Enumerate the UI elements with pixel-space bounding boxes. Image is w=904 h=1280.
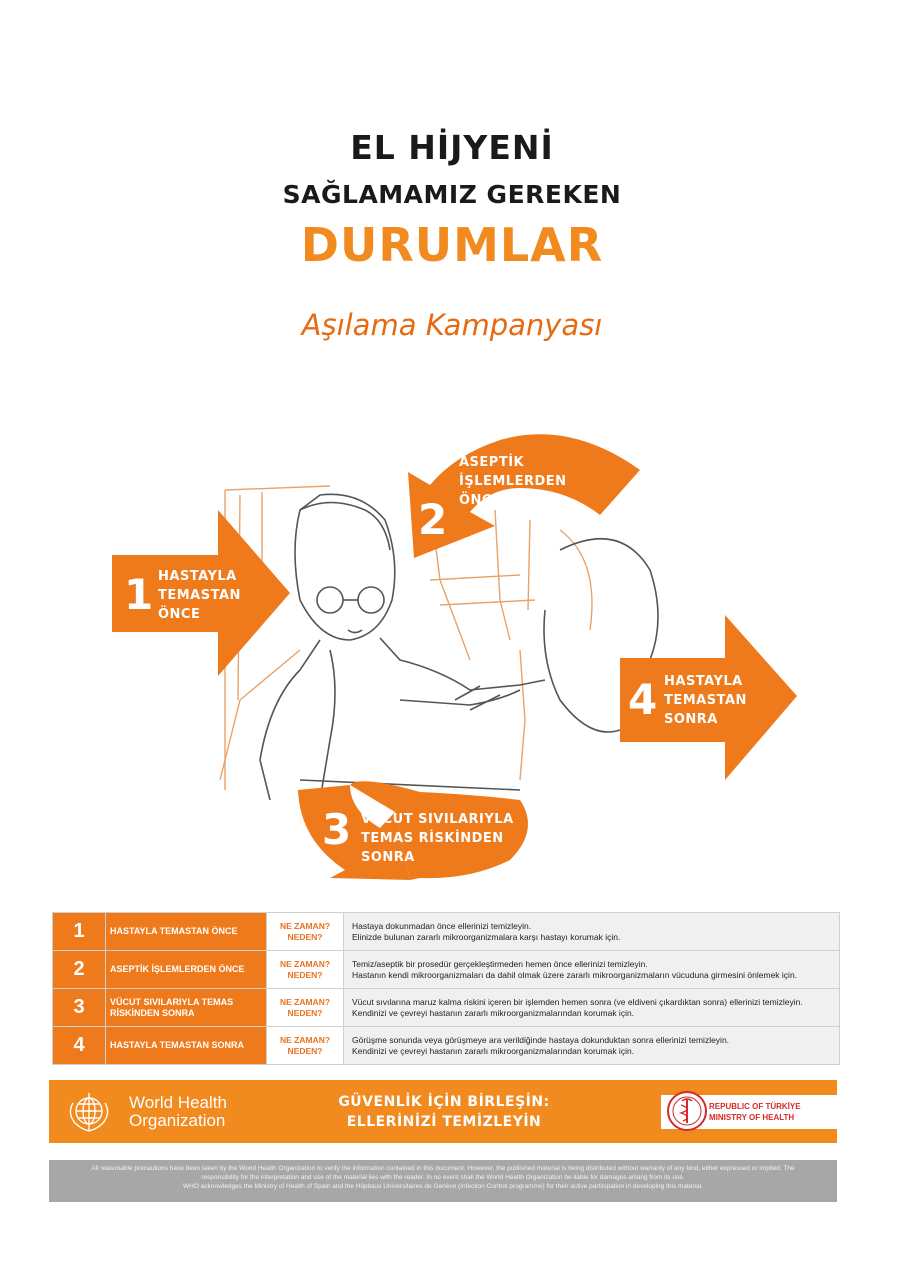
ministry-emblem-icon <box>667 1087 707 1135</box>
title-line-2: SAĞLAMAMIZ GEREKEN <box>282 180 622 209</box>
row-description: Görüşme sonunda veya görüşmeye ara verildiğinde hastaya dokunduktan sonra ellerinizi temizleyin. Kendinizi ve çevreyi hastanın zararlı mikroorganizmalarından korumak için. <box>344 1027 840 1065</box>
row-questions: NE ZAMAN? NEDEN? <box>267 989 344 1027</box>
ministry-logo-block <box>661 1095 837 1129</box>
moment-2-number: 2 <box>418 495 448 544</box>
who-logo-icon <box>65 1089 113 1135</box>
subtitle: Aşılama Kampanyası <box>301 308 603 342</box>
five-moments-illustration <box>0 400 904 900</box>
disclaimer-line-2: WHO acknowledges the Ministry of Health of Spain and the Hôpitaux Universitaires de Genève (Infection Control programme) for their active participation in developing this material. <box>183 1183 703 1190</box>
title-line-3: DURUMLAR <box>300 218 604 272</box>
title-line-1: EL HİJYENİ <box>350 128 554 167</box>
row-number: 3 <box>53 989 106 1027</box>
row-description: Temiz/aseptik bir prosedür gerçekleştirmeden hemen önce ellerinizi temizleyin. Hastanın kendi mikroorganizmaları da dahil olmak üzere zararlı mikroorganizmaların vücuduna girmesini önlemek için. <box>344 951 840 989</box>
row-description: Hastaya dokunmadan önce ellerinizi temizleyin. Elinizde bulunan zararlı mikroorganizmalara karşı hastayı korumak için. <box>344 913 840 951</box>
table-row <box>53 1027 840 1065</box>
row-questions: NE ZAMAN? NEDEN? <box>267 913 344 951</box>
moment-3-number: 3 <box>322 805 352 854</box>
row-description: Vücut sıvılarına maruz kalma riskini içeren bir işlemden hemen sonra (ve eldiveni çıkardıktan sonra) ellerinizi temizleyin. Kendinizi ve çevreyi hastanın zararlı mikroorganizmalarından korumak için. <box>344 989 840 1027</box>
ministry-name: REPUBLIC OF TÜRKİYE MINISTRY OF HEALTH <box>709 1102 801 1122</box>
disclaimer-line-1: All reasonable precautions have been taken by the World Health Organization to verify the information contained in this document. However, the published material is being distributed without warranty of any kind, either expressed or implied. The responsibility for the interpretation and use of the material lies with the reader. In no event shall the World Health Organization be liable for damages arising from its use. <box>91 1165 795 1181</box>
moment-1-number: 1 <box>124 570 154 619</box>
table-row <box>53 989 840 1027</box>
row-questions: NE ZAMAN? NEDEN? <box>267 1027 344 1065</box>
disclaimer <box>49 1160 837 1202</box>
moments-table <box>52 912 840 1065</box>
table-row <box>53 913 840 951</box>
row-name: HASTAYLA TEMASTAN ÖNCE <box>106 913 267 951</box>
slogan: GÜVENLİK İÇİN BİRLEŞİN: ELLERİNİZİ TEMİZLEYİN <box>338 1094 550 1130</box>
row-number: 2 <box>53 951 106 989</box>
row-name: HASTAYLA TEMASTAN SONRA <box>106 1027 267 1065</box>
moment-1-label: HASTAYLA TEMASTAN ÖNCE <box>158 569 241 622</box>
moment-4-label: HASTAYLA TEMASTAN SONRA <box>664 674 747 727</box>
row-number: 4 <box>53 1027 106 1065</box>
who-name: World Health Organization <box>129 1093 227 1130</box>
moment-3-label: VÜCUT SIVILARIYLA TEMAS RİSKİNDEN SONRA <box>361 812 514 865</box>
moment-4-number: 4 <box>628 675 658 724</box>
row-name: ASEPTİK İŞLEMLERDEN ÖNCE <box>106 951 267 989</box>
table-row <box>53 951 840 989</box>
footer-banner <box>49 1080 837 1143</box>
moment-2-label: ASEPTİK İŞLEMLERDEN ÖNCE <box>459 455 567 508</box>
row-name: VÜCUT SIVILARIYLA TEMAS RİSKİNDEN SONRA <box>106 989 267 1027</box>
row-questions: NE ZAMAN? NEDEN? <box>267 951 344 989</box>
row-number: 1 <box>53 913 106 951</box>
